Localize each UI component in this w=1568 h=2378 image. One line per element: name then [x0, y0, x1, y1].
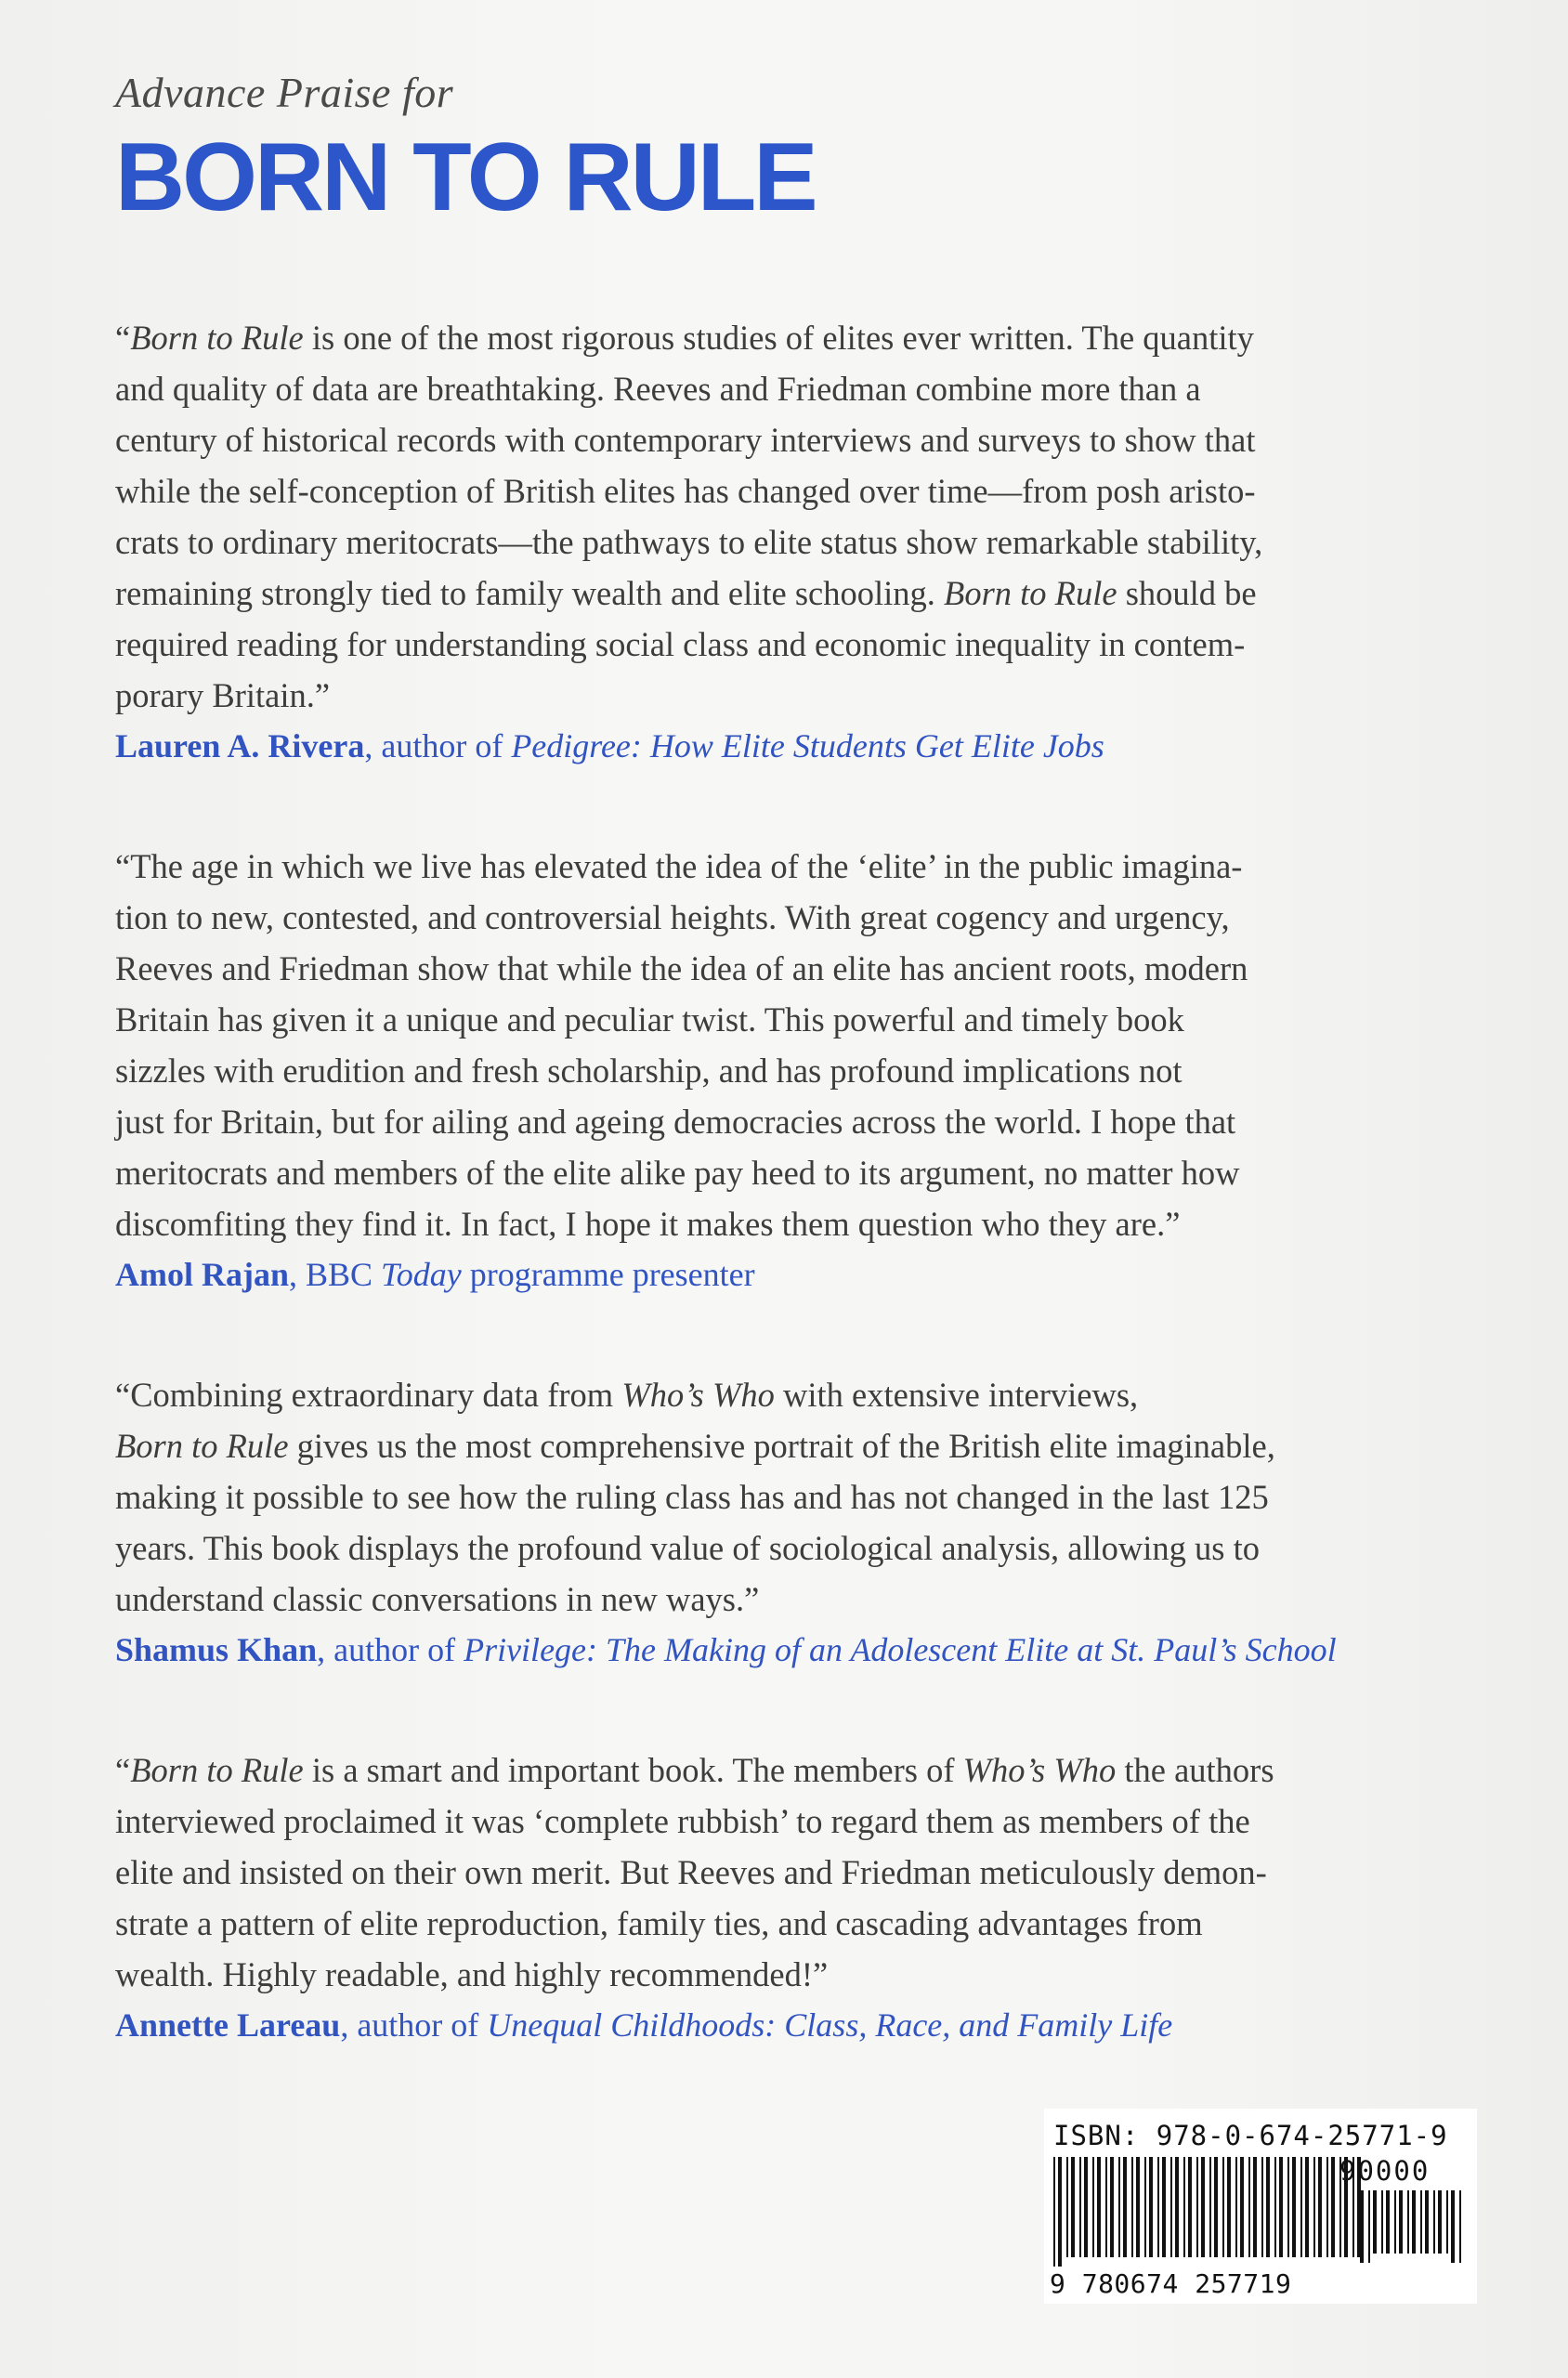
quote-italic-title: Born to Rule: [130, 319, 304, 357]
quote-line: [115, 892, 1425, 943]
barcode-bar: [1394, 2190, 1396, 2254]
barcode-bar: [1222, 2157, 1224, 2257]
quote-line: [115, 1847, 1425, 1898]
barcode-bar: [1144, 2157, 1146, 2257]
barcode-bar: [1110, 2157, 1114, 2257]
quote-text: century of historical records with contemporary interviews and surveys to show that: [115, 421, 1256, 459]
quote-italic-title: Born to Rule: [115, 1427, 289, 1465]
barcode-bar: [1420, 2190, 1422, 2254]
barcode-bar: [1305, 2157, 1309, 2257]
blurb-attribution: [115, 1249, 1425, 1300]
quote-line: [115, 994, 1425, 1045]
barcode-bar: [1149, 2157, 1153, 2257]
quote-text: years. This book displays the profound value of sociological analysis, allowing us to: [115, 1529, 1261, 1567]
quote-line: [115, 1369, 1425, 1420]
blurb-quote: [115, 1744, 1425, 2000]
isbn-label: ISBN: 978-0-674-25771-9: [1053, 2120, 1448, 2151]
praise-blurb: [115, 1369, 1425, 1676]
barcode-bar: [1331, 2157, 1335, 2257]
attribution-name: Amol Rajan: [115, 1256, 289, 1293]
blurb-attribution: [115, 1625, 1425, 1676]
ean-barcode-bars: [1052, 2157, 1367, 2270]
quote-line: [115, 670, 1425, 721]
quote-italic-title: Born to Rule: [944, 574, 1117, 612]
quote-text: wealth. Highly readable, and highly recommended!”: [115, 1955, 829, 1993]
barcode-bar: [1313, 2157, 1315, 2257]
barcode-bar: [1188, 2157, 1192, 2257]
quote-text: just for Britain, but for ailing and ageing democracies across the world. I hope that: [115, 1103, 1236, 1141]
quote-line: [115, 1147, 1425, 1198]
barcode-bar: [1407, 2190, 1409, 2254]
attribution-name: Annette Lareau: [115, 2006, 341, 2044]
barcode-bar: [1253, 2157, 1257, 2257]
quote-line: [115, 1420, 1425, 1471]
attribution-role: , author of: [364, 727, 512, 764]
quote-text: crats to ordinary meritocrats—the pathways to elite status show remarkable stability,: [115, 523, 1263, 561]
isbn-barcode-block: [1044, 2109, 1477, 2304]
barcode-bar: [1123, 2157, 1127, 2257]
barcode-bar: [1092, 2157, 1094, 2257]
quote-text: porary Britain.”: [115, 676, 331, 714]
barcode-bar: [1446, 2190, 1448, 2254]
quote-line: [115, 516, 1425, 568]
barcode-bar: [1451, 2190, 1455, 2263]
quote-line: [115, 1796, 1425, 1847]
barcode-bar: [1292, 2157, 1296, 2257]
barcode-bar: [1131, 2157, 1133, 2257]
quote-text: tion to new, contested, and controversial heights. With great cogency and urgency,: [115, 898, 1230, 936]
quote-text: “Combining extraordinary data from: [115, 1376, 622, 1414]
attribution-name: Lauren A. Rivera: [115, 727, 365, 764]
quote-line: [115, 1522, 1425, 1574]
quote-line: [115, 943, 1425, 994]
barcode-bar: [1433, 2190, 1435, 2254]
barcode-bar: [1227, 2157, 1231, 2257]
blurb-quote: [115, 841, 1425, 1249]
addon-barcode-bars: [1358, 2190, 1470, 2304]
barcode-bar: [1266, 2157, 1270, 2257]
barcode-bar: [1399, 2190, 1403, 2254]
cover-header: [115, 67, 816, 232]
barcode-bar: [1425, 2190, 1429, 2254]
quote-text: making it possible to see how the ruling class has and has not changed in the last 125: [115, 1478, 1269, 1516]
barcode-bar: [1386, 2190, 1390, 2254]
quote-line: [115, 1045, 1425, 1096]
attribution-role-suffix: programme presenter: [461, 1256, 755, 1293]
barcode-bar: [1360, 2190, 1364, 2263]
quote-italic-title: Born to Rule: [130, 1751, 304, 1789]
barcode-bar: [1066, 2157, 1068, 2257]
attribution-work: Privilege: The Making of an Adolescent Elite at St. Paul’s School: [464, 1631, 1337, 1668]
book-title: BORN TO RULE: [115, 124, 816, 232]
barcode-bar: [1157, 2157, 1159, 2257]
attribution-role: , BBC: [289, 1256, 382, 1293]
quote-text: and quality of data are breathtaking. Reeves and Friedman combine more than a: [115, 370, 1201, 408]
quote-line: [115, 1198, 1425, 1249]
quote-text: meritocrats and members of the elite alike pay heed to its argument, no matter how: [115, 1154, 1240, 1192]
praise-blurb: [115, 312, 1425, 772]
barcode-bar: [1214, 2157, 1218, 2257]
quote-line: [115, 465, 1425, 516]
quote-text: sizzles with erudition and fresh scholarship, and has profound implications not: [115, 1052, 1183, 1090]
barcode-bar: [1084, 2157, 1088, 2257]
quote-text: discomfiting they find it. In fact, I hope it makes them question who they are.”: [115, 1205, 1181, 1243]
barcode-bar: [1235, 2157, 1237, 2257]
quote-italic-title: Who’s Who: [962, 1751, 1117, 1789]
quote-text: Reeves and Friedman show that while the idea of an elite has ancient roots, modern: [115, 949, 1248, 987]
quote-text: is one of the most rigorous studies of elites ever written. The quantity: [303, 319, 1254, 357]
barcode-bar: [1274, 2157, 1276, 2257]
barcode-bar: [1105, 2157, 1107, 2257]
attribution-role: , author of: [317, 1631, 464, 1668]
praise-blurb: [115, 841, 1425, 1300]
barcode-bar: [1162, 2157, 1166, 2257]
quote-line: [115, 568, 1425, 619]
quote-line: [115, 1744, 1425, 1796]
blurb-quote: [115, 312, 1425, 721]
barcode-bar: [1079, 2157, 1081, 2257]
barcode-bar: [1201, 2157, 1205, 2257]
praise-blurbs: [115, 312, 1425, 2120]
barcode-bar: [1053, 2157, 1055, 2267]
barcode-bar: [1459, 2190, 1461, 2263]
barcode-bar: [1183, 2157, 1185, 2257]
quote-line: [115, 619, 1425, 670]
barcode-bar: [1170, 2157, 1172, 2257]
quote-text: “: [115, 1751, 131, 1789]
quote-italic-title: Who’s Who: [621, 1376, 775, 1414]
quote-text: remaining strongly tied to family wealth and elite schooling.: [115, 574, 945, 612]
quote-text: understand classic conversations in new ways.”: [115, 1580, 760, 1618]
advance-praise-kicker: Advance Praise for: [115, 69, 454, 116]
blurb-attribution: [115, 721, 1425, 772]
barcode-bar: [1058, 2157, 1062, 2267]
quote-text: elite and insisted on their own merit. But Reeves and Friedman meticulously demon-: [115, 1853, 1267, 1891]
quote-text: with extensive interviews,: [774, 1376, 1139, 1414]
barcode-bar: [1136, 2157, 1140, 2257]
barcode-bar: [1438, 2190, 1442, 2254]
quote-text: required reading for understanding social class and economic inequality in contem-: [115, 625, 1246, 663]
quote-text: while the self-conception of British elites has changed over time—from posh aristo-: [115, 472, 1256, 510]
barcode-bar: [1326, 2157, 1328, 2257]
quote-line: [115, 841, 1425, 892]
barcode-bar: [1287, 2157, 1289, 2257]
quote-text: is a smart and important book. The members of: [303, 1751, 963, 1789]
price-code: 90000: [1339, 2155, 1431, 2187]
attribution-work: Unequal Childhoods: Class, Race, and Family Life: [487, 2006, 1173, 2044]
ean-digits: 9 780674 257719: [1050, 2268, 1292, 2299]
barcode-bar: [1412, 2190, 1416, 2254]
barcode-bar: [1373, 2190, 1377, 2254]
barcode-bar: [1261, 2157, 1263, 2257]
quote-line: [115, 363, 1425, 414]
quote-text: interviewed proclaimed it was ‘complete rubbish’ to regard them as members of the: [115, 1802, 1250, 1840]
quote-line: [115, 1574, 1425, 1625]
quote-text: Britain has given it a unique and peculiar twist. This powerful and timely book: [115, 1000, 1184, 1039]
quote-line: [115, 1949, 1425, 2000]
praise-blurb: [115, 1744, 1425, 2051]
barcode-bar: [1118, 2157, 1120, 2257]
barcode-bar: [1300, 2157, 1302, 2257]
barcode-bar: [1368, 2190, 1370, 2263]
attribution-name: Shamus Khan: [115, 1631, 318, 1668]
quote-line: [115, 312, 1425, 363]
barcode-bar: [1097, 2157, 1101, 2257]
attribution-work: Pedigree: How Elite Students Get Elite Jobs: [511, 727, 1104, 764]
barcode-bar: [1248, 2157, 1250, 2257]
quote-text: strate a pattern of elite reproduction, family ties, and cascading advantages from: [115, 1904, 1203, 1942]
quote-text: gives us the most comprehensive portrait of the British elite imaginable,: [288, 1427, 1275, 1465]
barcode-bar: [1196, 2157, 1198, 2257]
barcode-bar: [1279, 2157, 1283, 2257]
quote-text: the authors: [1116, 1751, 1274, 1789]
barcode-bar: [1381, 2190, 1383, 2254]
quote-line: [115, 1898, 1425, 1949]
barcode-bar: [1175, 2157, 1179, 2257]
barcode-bar: [1240, 2157, 1244, 2257]
attribution-role: , author of: [340, 2006, 488, 2044]
quote-text: “The age in which we live has elevated the idea of the ‘elite’ in the public imagina-: [115, 847, 1243, 885]
quote-text: “: [115, 319, 131, 357]
quote-line: [115, 1471, 1425, 1522]
quote-line: [115, 414, 1425, 465]
barcode-bar: [1209, 2157, 1211, 2257]
quote-text: should be: [1117, 574, 1257, 612]
attribution-work: Today: [381, 1256, 462, 1293]
barcode-bar: [1318, 2157, 1322, 2257]
quote-line: [115, 1096, 1425, 1147]
blurb-attribution: [115, 2000, 1425, 2051]
barcode-bar: [1071, 2157, 1075, 2257]
blurb-quote: [115, 1369, 1425, 1625]
